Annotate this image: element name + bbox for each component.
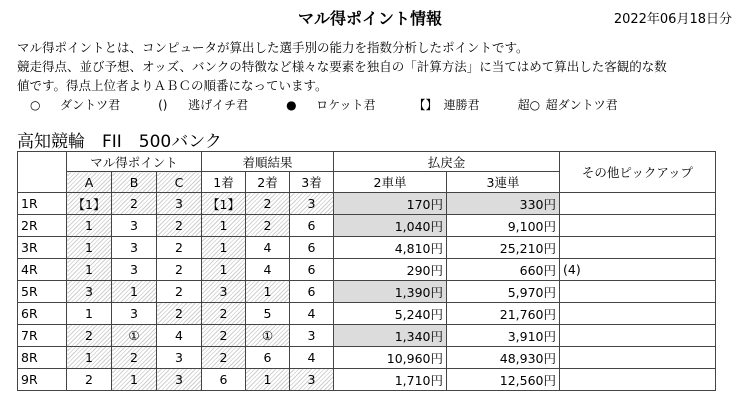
race-cell: 2R: [18, 215, 67, 237]
other-cell: [560, 347, 716, 369]
venue-title: 高知競輪 FII 500バンク: [17, 132, 222, 152]
race-header: [18, 152, 67, 193]
race-cell: 3R: [18, 237, 67, 259]
point-a-cell: 1: [67, 237, 112, 259]
table-row: [18, 259, 716, 281]
table-row: [18, 325, 716, 347]
point-a-cell: 2: [67, 325, 112, 347]
point-a-cell: 1: [67, 303, 112, 325]
point-a-cell: 1: [67, 347, 112, 369]
description: [17, 38, 732, 95]
race-cell: 4R: [18, 259, 67, 281]
point-c-cell: 2: [157, 281, 202, 303]
first-cell: 1: [202, 259, 246, 281]
trifecta-cell: 21,760円: [447, 303, 560, 325]
col-c-header: C: [157, 172, 202, 193]
race-cell: 1R: [18, 193, 67, 215]
page-title: マル得ポイント情報: [297, 9, 442, 28]
first-cell: 1: [202, 215, 246, 237]
description-line: 競走得点、並び予想、オッズ、バンクの特徴など様々な要素を独自の「計算方法」に当てはめて算出した客観的な数: [17, 59, 667, 74]
third-cell: 3: [290, 369, 334, 391]
third-cell: 6: [290, 215, 334, 237]
race-cell: 8R: [18, 347, 67, 369]
point-c-cell: 3: [157, 347, 202, 369]
first-cell: 6: [202, 369, 246, 391]
point-b-cell: 3: [112, 303, 157, 325]
legend-item-dantotsu: [30, 96, 158, 113]
first-cell: 1: [202, 237, 246, 259]
point-b-cell: 1: [112, 369, 157, 391]
trifecta-cell: 9,100円: [447, 215, 560, 237]
first-cell: 2: [202, 325, 246, 347]
other-pickup-header: その他ピックアップ: [560, 152, 716, 193]
legend-item-super-dantotsu: [518, 96, 656, 113]
exacta-cell: 1,340円: [334, 325, 447, 347]
other-cell: (4): [560, 259, 716, 281]
table-row: [18, 215, 716, 237]
legend-item-renshou: [414, 96, 518, 113]
description-line: 値です。得点上位者よりＡＢＣの順番になっています。: [17, 78, 328, 93]
third-cell: 6: [290, 237, 334, 259]
point-c-cell: 2: [157, 215, 202, 237]
legend-label: ダントツ君: [60, 98, 121, 112]
table-row: [18, 281, 716, 303]
second-cell: ①: [246, 325, 290, 347]
legend-label: 逃げイチ君: [188, 98, 249, 112]
col-third-header: 3着: [290, 172, 334, 193]
exacta-cell: 10,960円: [334, 347, 447, 369]
other-cell: [560, 215, 716, 237]
legend-symbol: 超○: [517, 98, 541, 112]
race-cell: 9R: [18, 369, 67, 391]
legend-label: ロケット君: [316, 98, 376, 112]
second-cell: 2: [246, 215, 290, 237]
exacta-cell: 1,710円: [334, 369, 447, 391]
point-b-cell: 2: [112, 347, 157, 369]
point-b-cell: 3: [112, 215, 157, 237]
other-cell: [560, 237, 716, 259]
col-first-header: 1着: [202, 172, 246, 193]
col-trifecta-header: 3連単: [447, 172, 560, 193]
point-b-cell: ①: [112, 325, 157, 347]
table-row: [18, 369, 716, 391]
race-cell: 6R: [18, 303, 67, 325]
point-a-cell: 1: [67, 215, 112, 237]
table-row: [18, 347, 716, 369]
second-cell: 1: [246, 369, 290, 391]
other-cell: [560, 281, 716, 303]
exacta-cell: 5,240円: [334, 303, 447, 325]
results-header: 着順結果: [202, 152, 334, 172]
trifecta-cell: 12,560円: [447, 369, 560, 391]
point-b-cell: 3: [112, 259, 157, 281]
second-cell: 4: [246, 259, 290, 281]
legend-item-nigeichi: [158, 96, 286, 113]
legend-symbol: ●: [286, 97, 297, 112]
point-b-cell: 1: [112, 281, 157, 303]
col-b-header: B: [112, 172, 157, 193]
col-exacta-header: 2車単: [334, 172, 447, 193]
point-a-cell: 1: [67, 259, 112, 281]
point-c-cell: 2: [157, 259, 202, 281]
third-cell: 3: [290, 193, 334, 215]
second-cell: 4: [246, 237, 290, 259]
third-cell: 6: [290, 259, 334, 281]
exacta-cell: 1,390円: [334, 281, 447, 303]
point-c-cell: 3: [157, 369, 202, 391]
point-b-cell: 2: [112, 193, 157, 215]
first-cell: 【1】: [202, 193, 246, 215]
table-row: [18, 237, 716, 259]
legend-symbol: ○: [30, 97, 41, 112]
legend-symbol: 【】: [413, 98, 438, 112]
col-a-header: A: [67, 172, 112, 193]
race-cell: 7R: [18, 325, 67, 347]
trifecta-cell: 3,910円: [447, 325, 560, 347]
description-line: マル得ポイントとは、コンピュータが算出した選手別の能力を指数分析したポイントです。: [17, 40, 529, 55]
point-a-cell: 2: [67, 369, 112, 391]
third-cell: 4: [290, 347, 334, 369]
first-cell: 2: [202, 347, 246, 369]
race-cell: 5R: [18, 281, 67, 303]
table-header-row: [18, 152, 716, 172]
payout-header: 払戻金: [334, 152, 560, 172]
points-header: マル得ポイント: [67, 152, 202, 172]
trifecta-cell: 25,210円: [447, 237, 560, 259]
first-cell: 2: [202, 303, 246, 325]
trifecta-cell: 48,930円: [447, 347, 560, 369]
point-c-cell: 2: [157, 237, 202, 259]
third-cell: 3: [290, 325, 334, 347]
trifecta-cell: 660円: [447, 259, 560, 281]
second-cell: 2: [246, 193, 290, 215]
date-label: 2022年06月18日分: [613, 12, 732, 27]
table-row: [18, 193, 716, 215]
exacta-cell: 290円: [334, 259, 447, 281]
first-cell: 3: [202, 281, 246, 303]
col-second-header: 2着: [246, 172, 290, 193]
second-cell: 5: [246, 303, 290, 325]
exacta-cell: 1,040円: [334, 215, 447, 237]
point-c-cell: 3: [157, 193, 202, 215]
legend-label: 超ダントツ君: [545, 98, 618, 112]
trifecta-cell: 330円: [447, 193, 560, 215]
point-a-cell: 3: [67, 281, 112, 303]
point-a-cell: 【1】: [67, 193, 112, 215]
exacta-cell: 170円: [334, 193, 447, 215]
other-cell: [560, 325, 716, 347]
other-cell: [560, 193, 716, 215]
point-c-cell: 4: [157, 325, 202, 347]
exacta-cell: 4,810円: [334, 237, 447, 259]
third-cell: 4: [290, 303, 334, 325]
legend-item-rocket: [286, 96, 413, 113]
results-table: [17, 151, 716, 391]
legend-symbol: (): [158, 97, 168, 112]
legend-label: 連勝君: [443, 98, 480, 112]
trifecta-cell: 5,970円: [447, 281, 560, 303]
point-b-cell: 3: [112, 237, 157, 259]
other-cell: [560, 303, 716, 325]
point-c-cell: 2: [157, 303, 202, 325]
other-cell: [560, 369, 716, 391]
second-cell: 1: [246, 281, 290, 303]
symbol-legend: [30, 96, 656, 113]
second-cell: 6: [246, 347, 290, 369]
third-cell: 6: [290, 281, 334, 303]
table-row: [18, 303, 716, 325]
